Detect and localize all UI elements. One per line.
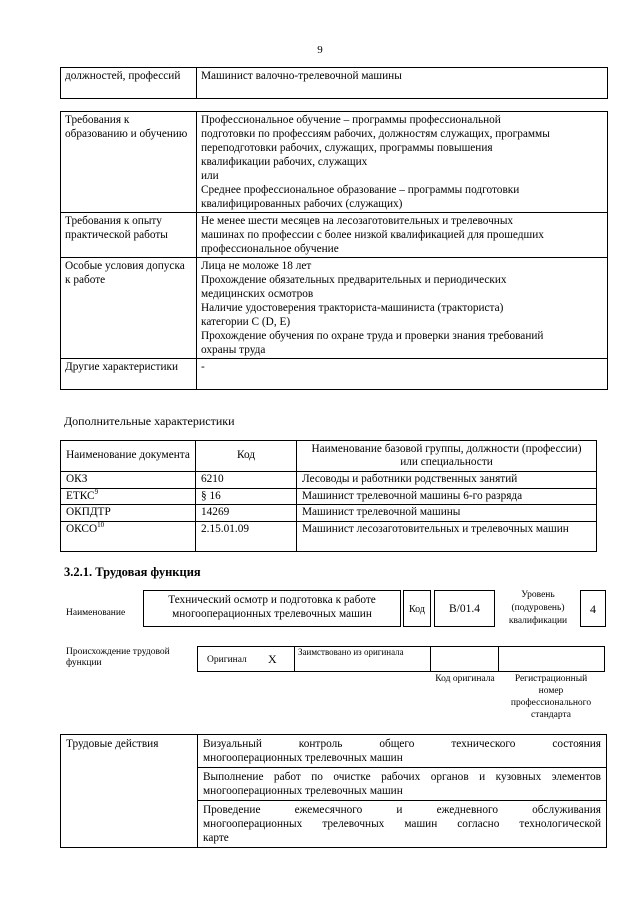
education-label: Требования к образованию и обучению <box>61 112 197 213</box>
origin-label: Происхождение трудовой функции <box>66 647 170 668</box>
header-doc: Наименование документа <box>61 441 196 472</box>
row-doc: ОКПДТР <box>61 505 196 522</box>
experience-label: Требования к опыту практической работы <box>61 213 197 258</box>
name-label: Наименование <box>66 608 126 618</box>
row-code: 2.15.01.09 <box>196 521 297 551</box>
reg-number-label: Регистрационный номер профессионального стандарта <box>510 674 592 720</box>
action-item: Проведение ежемесячного и ежедневного обслуживания многооперационных трелевочных машин согласно технологической карте <box>198 801 607 848</box>
experience-value: Не менее шести месяцев на лесозаготовительных и трелевочных машинах по профессии с более низкой квалификацией для прошедших профессиональное обучение <box>197 213 608 258</box>
code-origin-label: Код оригинала <box>435 674 495 684</box>
other-label: Другие характеристики <box>61 359 197 390</box>
origin-box <box>197 646 605 672</box>
classifier-table <box>60 440 597 552</box>
action-item: Визуальный контроль общего технического состояния многооперационных трелевочных машин <box>198 735 607 768</box>
actions-label: Трудовые действия <box>61 735 198 848</box>
table-row <box>61 521 597 551</box>
level-label: Уровень (подуровень) квалификации <box>508 590 568 626</box>
table-row <box>61 488 597 505</box>
page-number: 9 <box>317 44 323 56</box>
row-code: 14269 <box>196 505 297 522</box>
other-value: - <box>197 359 608 390</box>
borrowed-label: Заимствовано из оригинала <box>298 647 404 657</box>
row-name: Лесоводы и работники родственных занятий <box>297 472 597 489</box>
action-item: Выполнение работ по очистке рабочих органов и кузовных элементов многооперационных трелевочных машин <box>198 768 607 801</box>
original-mark: X <box>268 652 277 666</box>
row-doc: ОКЗ <box>61 472 196 489</box>
admission-value: Лица не моложе 18 лет Прохождение обязательных предварительных и периодических медицинских осмотров Наличие удостоверения тракториста-машиниста (тракториста) категории C (D, E) Прохождение обучения по охране труда и проверки знания требований охраны труда <box>197 258 608 359</box>
function-name: Технический осмотр и подготовка к работе многооперационных трелевочных машин <box>143 590 401 627</box>
header-name: Наименование базовой группы, должности (профессии) или специальности <box>297 441 597 472</box>
function-code: B/01.4 <box>434 590 495 627</box>
row-code: § 16 <box>196 488 297 505</box>
row-name: Машинист трелевочной машины 6-го разряда <box>297 488 597 505</box>
professions-label: должностей, профессий <box>61 68 197 99</box>
row-doc: ЕТКС$^9$ <box>61 488 196 505</box>
row-doc: ОКСО$^{10}$ <box>61 521 196 551</box>
row-name: Машинист лесозаготовительных и трелевочных машин <box>297 521 597 551</box>
original-label: Оригинал <box>207 655 247 665</box>
section-title: 3.2.1. Трудовая функция <box>64 565 201 579</box>
row-code: 6210 <box>196 472 297 489</box>
table-row <box>61 505 597 522</box>
education-value: Профессиональное обучение – программы профессиональной подготовки по профессиям рабочих, должностям служащих, программы переподготовки рабочих, служащих, программы повышения квалификации рабочих, служащих или Среднее профессиональное образование – программы подготовки квалифицированных рабочих (служащих) <box>197 112 608 213</box>
header-code: Код <box>196 441 297 472</box>
admission-label: Особые условия допуска к работе <box>61 258 197 359</box>
professions-value: Машинист валочно-трелевочной машины <box>197 68 608 99</box>
actions-table <box>60 734 607 848</box>
table-row <box>61 472 597 489</box>
additional-title: Дополнительные характеристики <box>64 414 235 428</box>
requirements-table <box>60 111 608 390</box>
level-value: 4 <box>580 590 606 627</box>
profession-table <box>60 67 608 99</box>
code-label: Код <box>403 590 431 627</box>
row-name: Машинист трелевочной машины <box>297 505 597 522</box>
